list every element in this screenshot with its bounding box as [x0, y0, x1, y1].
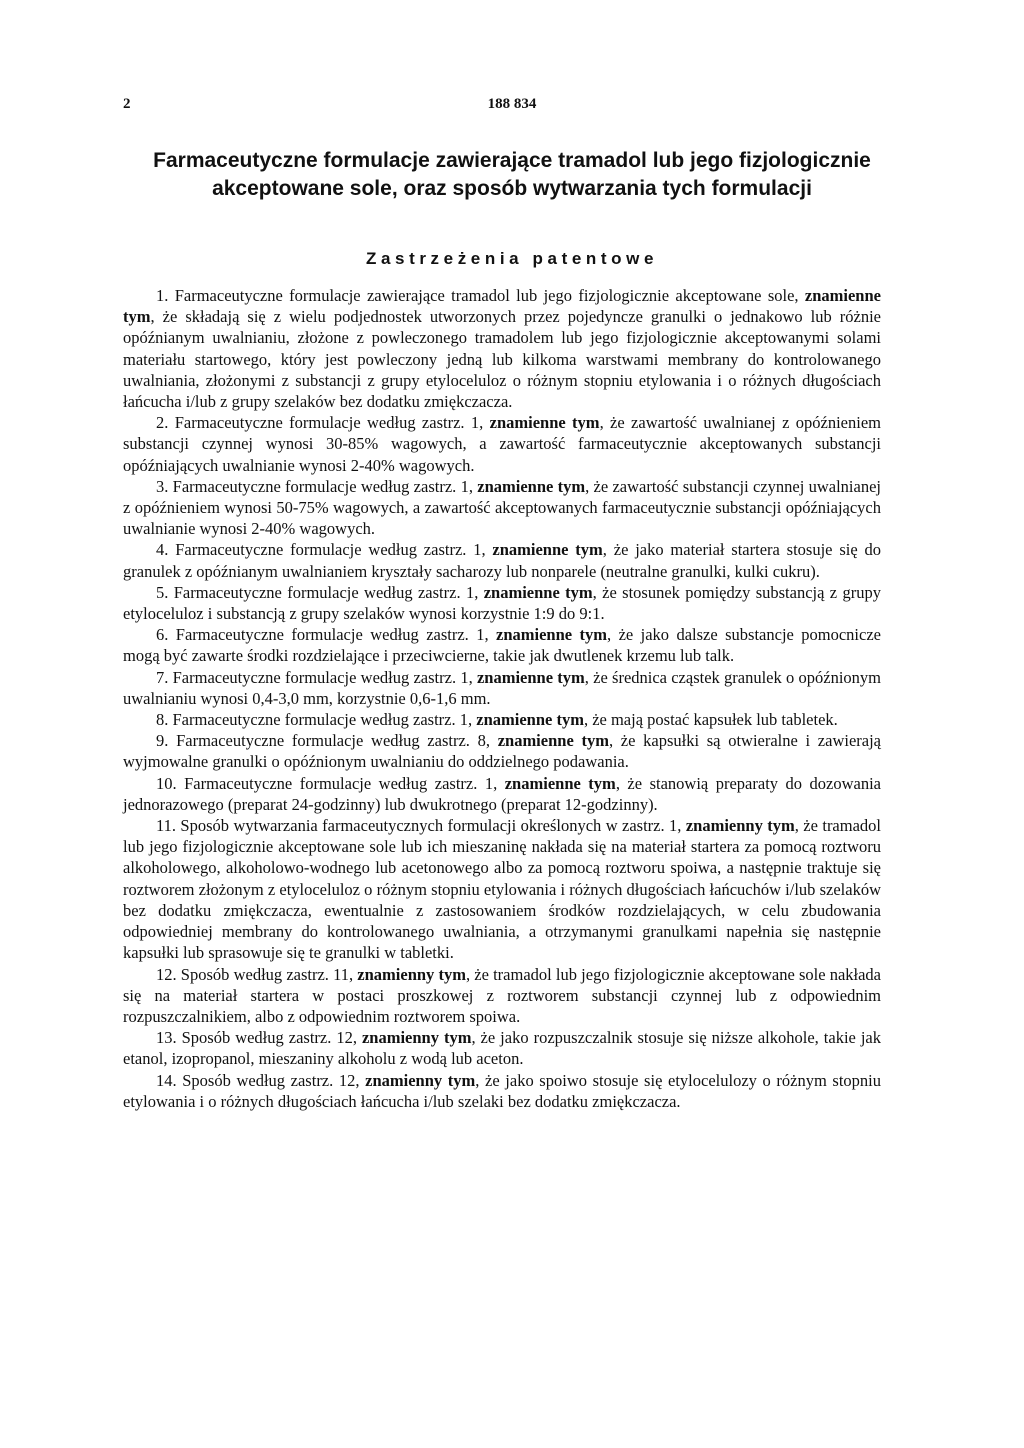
document-title	[100, 147, 924, 203]
claim-3: 3. Farmaceutyczne formulacje według zastrz. 1, znamienne tym, że zawartość substancji czynnej uwalnianej z opóźnieniem wynosi 50-75% wagowych, a zawartość akceptowanych farmaceutycznie substancji opóźniających uwalnianie wynosi 2-40% wagowych.	[123, 476, 882, 539]
claim-keyword: znamienne tym	[477, 476, 586, 496]
claim-keyword: znamienne tym	[476, 710, 584, 730]
claim-keyword: znamienne tym	[483, 582, 593, 602]
claim-keyword: znamienne tym	[496, 625, 608, 645]
claim-13: 13. Sposób według zastrz. 12, znamienny tym, że jako rozpuszczalnik stosuje się niższe alkohole, takie jak etanol, izopropanol, mieszaniny alkoholu z wodą lub aceton.	[123, 1028, 881, 1069]
claim-11: 11. Sposób wytwarzania farmaceutycznych formulacji określonych w zastrz. 1, znamienny tym, że tramadol lub jego fizjologicznie akceptowane sole lub ich mieszaninę nakłada się na materiał startera za pomocą roztworu alkoholowego, alkoholowo-wodnego lub acetonowego albo za pomocą roztworu spoiwa, a następnie traktuje się roztworem złożonym z etyloceluloz o różnym stopniu etylowania i różnych długościach łańcuchów i/lub szelaków bez dodatku zmiękczacza, ewentualnie z zastosowaniem środków rozdzielających, w celu zbudowania odpowiedniej membrany do kontrolowanego uwalniania, a otrzymanymi granulkami napełnia się następnie kapsułki lub sprasowuje się te granulki w tabletki.	[123, 816, 881, 963]
title-line-2: akceptowane sole, oraz sposób wytwarzania tych formulacji	[212, 177, 812, 200]
claim-keyword: znamienny tym	[365, 1070, 476, 1090]
claim-7: 7. Farmaceutyczne formulacje według zastrz. 1, znamienne tym, że średnica cząstek granulek o opóźnionym uwalnianiu wynosi 0,4-3,0 mm, korzystnie 0,6-1,6 mm.	[123, 667, 881, 708]
claim-1: 1. Farmaceutyczne formulacje zawierające tramadol lub jego fizjologicznie akceptowane sole, znamienne tym, że składają się z wielu podjednostek utworzonych przez pojedyncze granulki o jednakowo lub różnie opóźnianym uwalnianiu, złożone z powleczonego tramadolem lub jego fizjologicznie akceptowanymi solami materiału startowego, który jest powleczony jedną lub kilkoma warstwami membrany do kontrolowanego uwalniania, złożonymi z substancji z grupy etyloceluloz o różnym stopniu etylowania i o różnych długościach łańcucha i/lub z grupy szelaków bez dodatku zmiękczacza.	[123, 286, 881, 412]
claim-keyword: znamienne tym	[497, 731, 609, 751]
claim-4: 4. Farmaceutyczne formulacje według zastrz. 1, znamienne tym, że jako materiał startera stosuje się do granulek z opóźnianym uwalnianiem kryształy sacharozy lub nonparele (neutralne granulki, kulki cukru).	[123, 540, 881, 581]
claim-keyword: znamienne tym	[504, 773, 616, 793]
claim-8: 8. Farmaceutyczne formulacje według zastrz. 1, znamienne tym, że mają postać kapsułek lub tabletek.	[156, 710, 838, 730]
claim-keyword: znamienny tym	[685, 816, 795, 836]
claim-keyword: znamienny tym	[361, 1028, 472, 1048]
claim-keyword: znamienne tym	[489, 413, 600, 433]
claim-5: 5. Farmaceutyczne formulacje według zastrz. 1, znamienne tym, że stosunek pomiędzy substancją z grupy etyloceluloz i substancją z grupy szelaków wynosi korzystnie 1:9 do 9:1.	[123, 582, 881, 624]
claim-keyword: znamienne tym	[123, 286, 881, 327]
claim-keyword: znamienny tym	[357, 964, 466, 984]
title-line-1: Farmaceutyczne formulacje zawierające tramadol lub jego fizjologicznie	[153, 149, 871, 172]
claim-14: 14. Sposób według zastrz. 12, znamienny tym, że jako spoiwo stosuje się etylocelulozy o różnym stopniu etylowania i o różnych długościach łańcucha i/lub szelaki bez dodatku zmiękczacza.	[123, 1070, 881, 1111]
claim-9: 9. Farmaceutyczne formulacje według zastrz. 8, znamienne tym, że kapsułki są otwieralne i zawierają wyjmowalne granulki o opóźnionym uwalnianiu do oddzielnego podawania.	[123, 731, 882, 772]
claim-2: 2. Farmaceutyczne formulacje według zastrz. 1, znamienne tym, że zawartość uwalnianej z opóźnieniem substancji czynnej wynosi 30-85% wagowych, a zawartość farmaceutycznie akceptowanych substancji opóźniających uwalnianie wynosi 2-40% wagowych.	[123, 413, 882, 475]
page-header	[123, 96, 901, 118]
claims-list	[123, 285, 881, 1112]
claim-10: 10. Farmaceutyczne formulacje według zastrz. 1, znamienne tym, że stanowią preparaty do dozowania jednorazowego (preparat 24-godzinny) lub dwukrotnego (preparat 12-godzinny).	[123, 773, 881, 814]
page-number: 2	[123, 96, 131, 112]
patent-number: 188 834	[487, 96, 537, 112]
claim-6: 6. Farmaceutyczne formulacje według zastrz. 1, znamienne tym, że jako dalsze substancje pomocnicze mogą być zawarte środki rozdzielające i przeciwcierne, takie jak dwutlenek krzemu lub talk.	[123, 625, 881, 666]
claim-12: 12. Sposób według zastrz. 11, znamienny tym, że tramadol lub jego fizjologicznie akceptowane sole nakłada się na materiał startera w postaci proszkowej z roztworem substancji czynnej lub z odpowiednim rozpuszczalnikiem, albo z odpowiednim roztworem spoiwa.	[123, 964, 881, 1026]
section-heading: Zastrzeżenia patentowe	[365, 249, 659, 268]
claim-keyword: znamienne tym	[476, 667, 585, 687]
claim-keyword: znamienne tym	[492, 540, 603, 560]
